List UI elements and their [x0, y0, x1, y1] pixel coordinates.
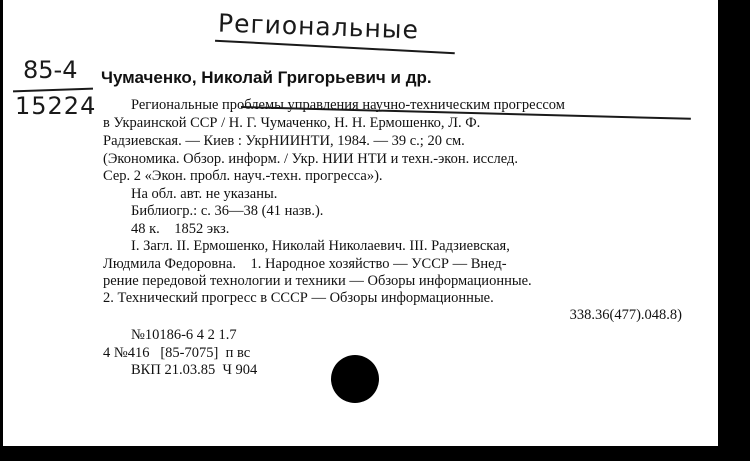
card-line-bibliography: Библиогр.: с. 36—38 (41 назв.).: [131, 203, 324, 219]
card-line-registration: 4 №416 [85-7075] п вс: [103, 345, 251, 361]
card-line-title: Региональные проблемы управления научно-техническим прогрессом: [131, 97, 565, 113]
card-author: Чумаченко, Николай Григорьевич и др.: [101, 68, 432, 87]
card-line-tracing-1: I. Загл. II. Ермошенко, Николай Николаевич. III. Радзиевская,: [131, 238, 510, 254]
scan-border-right: [718, 0, 750, 461]
card-line-publication: Радзиевская. — Киев : УкрНИИНТИ, 1984. — 39 с.; 20 см.: [103, 133, 465, 149]
punched-hole-dot: [331, 355, 379, 403]
card-line-classification: 338.36(477).048.8): [569, 307, 682, 323]
card-line-tracing-4: 2. Технический прогресс в СССР — Обзоры информационные.: [103, 290, 494, 306]
card-line-order-number: №10186-6 4 2 1.7: [131, 327, 237, 343]
card-line-tracing-2: Людмила Федоровна. 1. Народное хозяйство — УССР — Внед-: [103, 256, 507, 272]
handwritten-number-top: 85-4: [23, 56, 78, 84]
card-line-series-cont: Сер. 2 «Экон. пробл. науч.-техн. прогресса»).: [103, 168, 383, 184]
card-line-price: 48 к. 1852 экз.: [131, 221, 230, 237]
card-line-note: На обл. авт. не указаны.: [131, 186, 278, 202]
handwritten-number-bottom: 15224: [15, 92, 97, 120]
card-line-tracing-3: рение передовой технологии и техники — Обзоры информационные.: [103, 273, 532, 289]
card-line-authors: в Украинской ССР / Н. Г. Чумаченко, Н. Н. Ермошенко, Л. Ф.: [103, 115, 481, 131]
card-line-series: (Экономика. Обзор. информ. / Укр. НИИ НТИ и техн.-экон. исслед.: [103, 151, 518, 167]
scan-border-bottom: [0, 446, 750, 461]
card-line-vkp: ВКП 21.03.85 Ч 904: [131, 362, 258, 378]
handwritten-title: Регионaльныe: [217, 8, 420, 45]
catalog-card: [3, 0, 718, 446]
